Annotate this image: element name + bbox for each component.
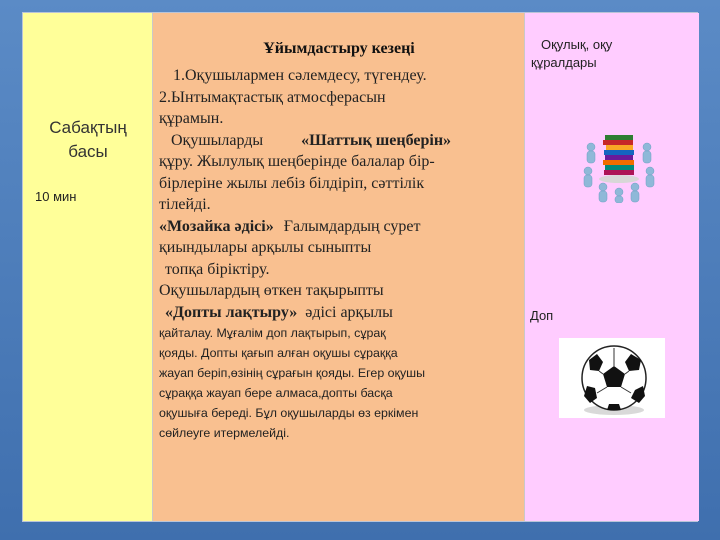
people-circle-books-icon (583, 125, 655, 203)
text-line: топқа біріктіру. (165, 260, 270, 278)
method-name-circle: «Шаттық шеңберін» (301, 131, 452, 149)
lesson-stage-label (23, 116, 153, 164)
text-line: қиындылары арқылы сыныпты (159, 239, 372, 256)
text-line: оқушыға береді. Бұл оқушыларды өз еркімен (159, 406, 419, 420)
text-line: қояды. Допты қағып алған оқушы сұраққа (159, 346, 398, 360)
text-line: жауап беріп,өзінің сұрағын қояды. Егер оқушы (159, 366, 426, 380)
stage-title: Ұйымдастыру кезеңі (263, 40, 415, 57)
method-name-ball: «Допты лақтыру» (165, 303, 298, 321)
ball-label: Доп (530, 308, 554, 323)
text-line: 2.Ынтымақтастық атмосферасын (159, 88, 386, 106)
text-line: қайталау. Мұғалім доп лақтырып, сұрақ (159, 326, 386, 340)
lesson-stage-line-2: басы (68, 142, 108, 161)
duration-label: 10 мин (35, 189, 77, 204)
text-line: сөйлеуге итермелейді. (159, 426, 290, 440)
lesson-stage-line-1: Сабақтың (49, 118, 127, 137)
text-line: құру. Жылулық шеңберінде балалар бір- (159, 153, 435, 170)
lesson-stage-column (23, 13, 153, 521)
text-fragment: Ғалымдардың сурет (283, 217, 421, 235)
activities-column (153, 13, 525, 521)
ball-image (559, 338, 665, 418)
activities-text (159, 65, 519, 443)
text-line (159, 216, 519, 238)
soccer-ball-icon (559, 338, 665, 418)
method-name-mosaic: «Мозайка әдісі» (159, 217, 274, 235)
text-fragment: әдісі арқылы (305, 303, 393, 321)
text-line: 1.Оқушылармен сәлемдесу, түгендеу. (173, 67, 427, 84)
resources-line-1: Оқулық, оқу (541, 37, 613, 52)
text-line (159, 302, 519, 324)
resources-column (525, 13, 699, 521)
text-line: Оқушылардың өткен тақырыпты (159, 282, 384, 299)
text-line: сұраққа жауап бере алмаса,допты басқа (159, 386, 393, 400)
resources-label (531, 36, 696, 72)
text-line: бірлеріне жылы лебіз білдіріп, сәттілік (159, 174, 425, 192)
text-fragment: Оқушыларды (171, 131, 264, 149)
text-line (159, 130, 519, 152)
resources-line-2: құралдары (531, 55, 597, 70)
text-line: тілейді. (159, 196, 211, 213)
text-line: құрамын. (159, 110, 224, 127)
lesson-plan-table (22, 12, 698, 522)
